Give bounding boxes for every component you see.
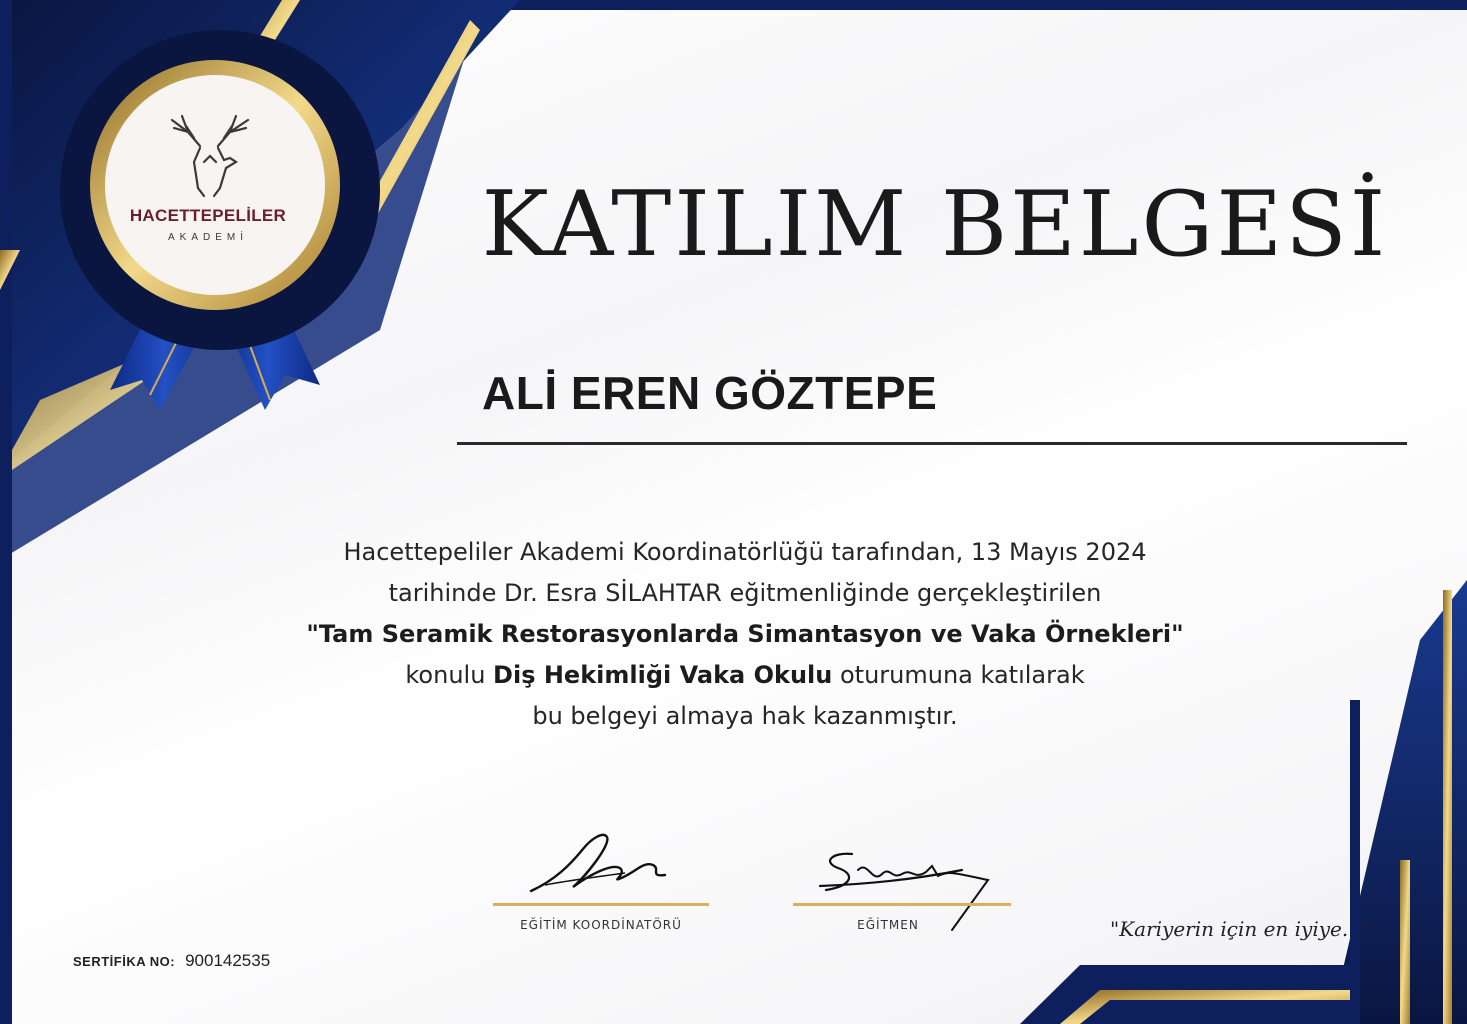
deer-head-icon — [160, 106, 260, 202]
seal-brand-name: HACETTEPELİLER — [129, 206, 287, 225]
program-name: Diş Hekimliği Vaka Okulu — [493, 661, 833, 689]
name-underline — [457, 442, 1407, 445]
seal-brand-sub: AKADEMİ — [167, 232, 248, 243]
certificate-body — [160, 532, 1330, 737]
course-title: "Tam Seramik Restorasyonlarda Simantasyon ve Vaka Örnekleri" — [306, 620, 1184, 648]
body-line-2: tarihinde Dr. Esra SİLAHTAR eğitmenliğinde gerçekleştirilen — [388, 579, 1102, 607]
body-line-1: Hacettepeliler Akademi Koordinatörlüğü tarafından, 13 Mayıs 2024 — [343, 538, 1147, 566]
coordinator-signature — [525, 825, 675, 900]
certificate-title: KATILIM BELGESİ — [481, 172, 1389, 277]
motto: "Kariyerin için en iyiye..." — [1110, 917, 1371, 941]
coordinator-signature-line — [493, 903, 709, 906]
certificate-number-label: SERTİFİKA NO: — [73, 954, 176, 969]
certificate-number — [73, 951, 270, 971]
certificate-number-value: 900142535 — [185, 951, 271, 970]
instructor-signature-line — [793, 903, 1011, 906]
body-line-5: bu belgeyi almaya hak kazanmıştır. — [532, 702, 958, 730]
recipient-name: ALİ EREN GÖZTEPE — [482, 367, 938, 419]
body-line-4: konulu Diş Hekimliği Vaka Okulu oturumuna katılarak — [405, 661, 1085, 689]
coordinator-label: EĞİTİM KOORDİNATÖRÜ — [520, 918, 682, 932]
instructor-label: EĞİTMEN — [857, 918, 919, 932]
